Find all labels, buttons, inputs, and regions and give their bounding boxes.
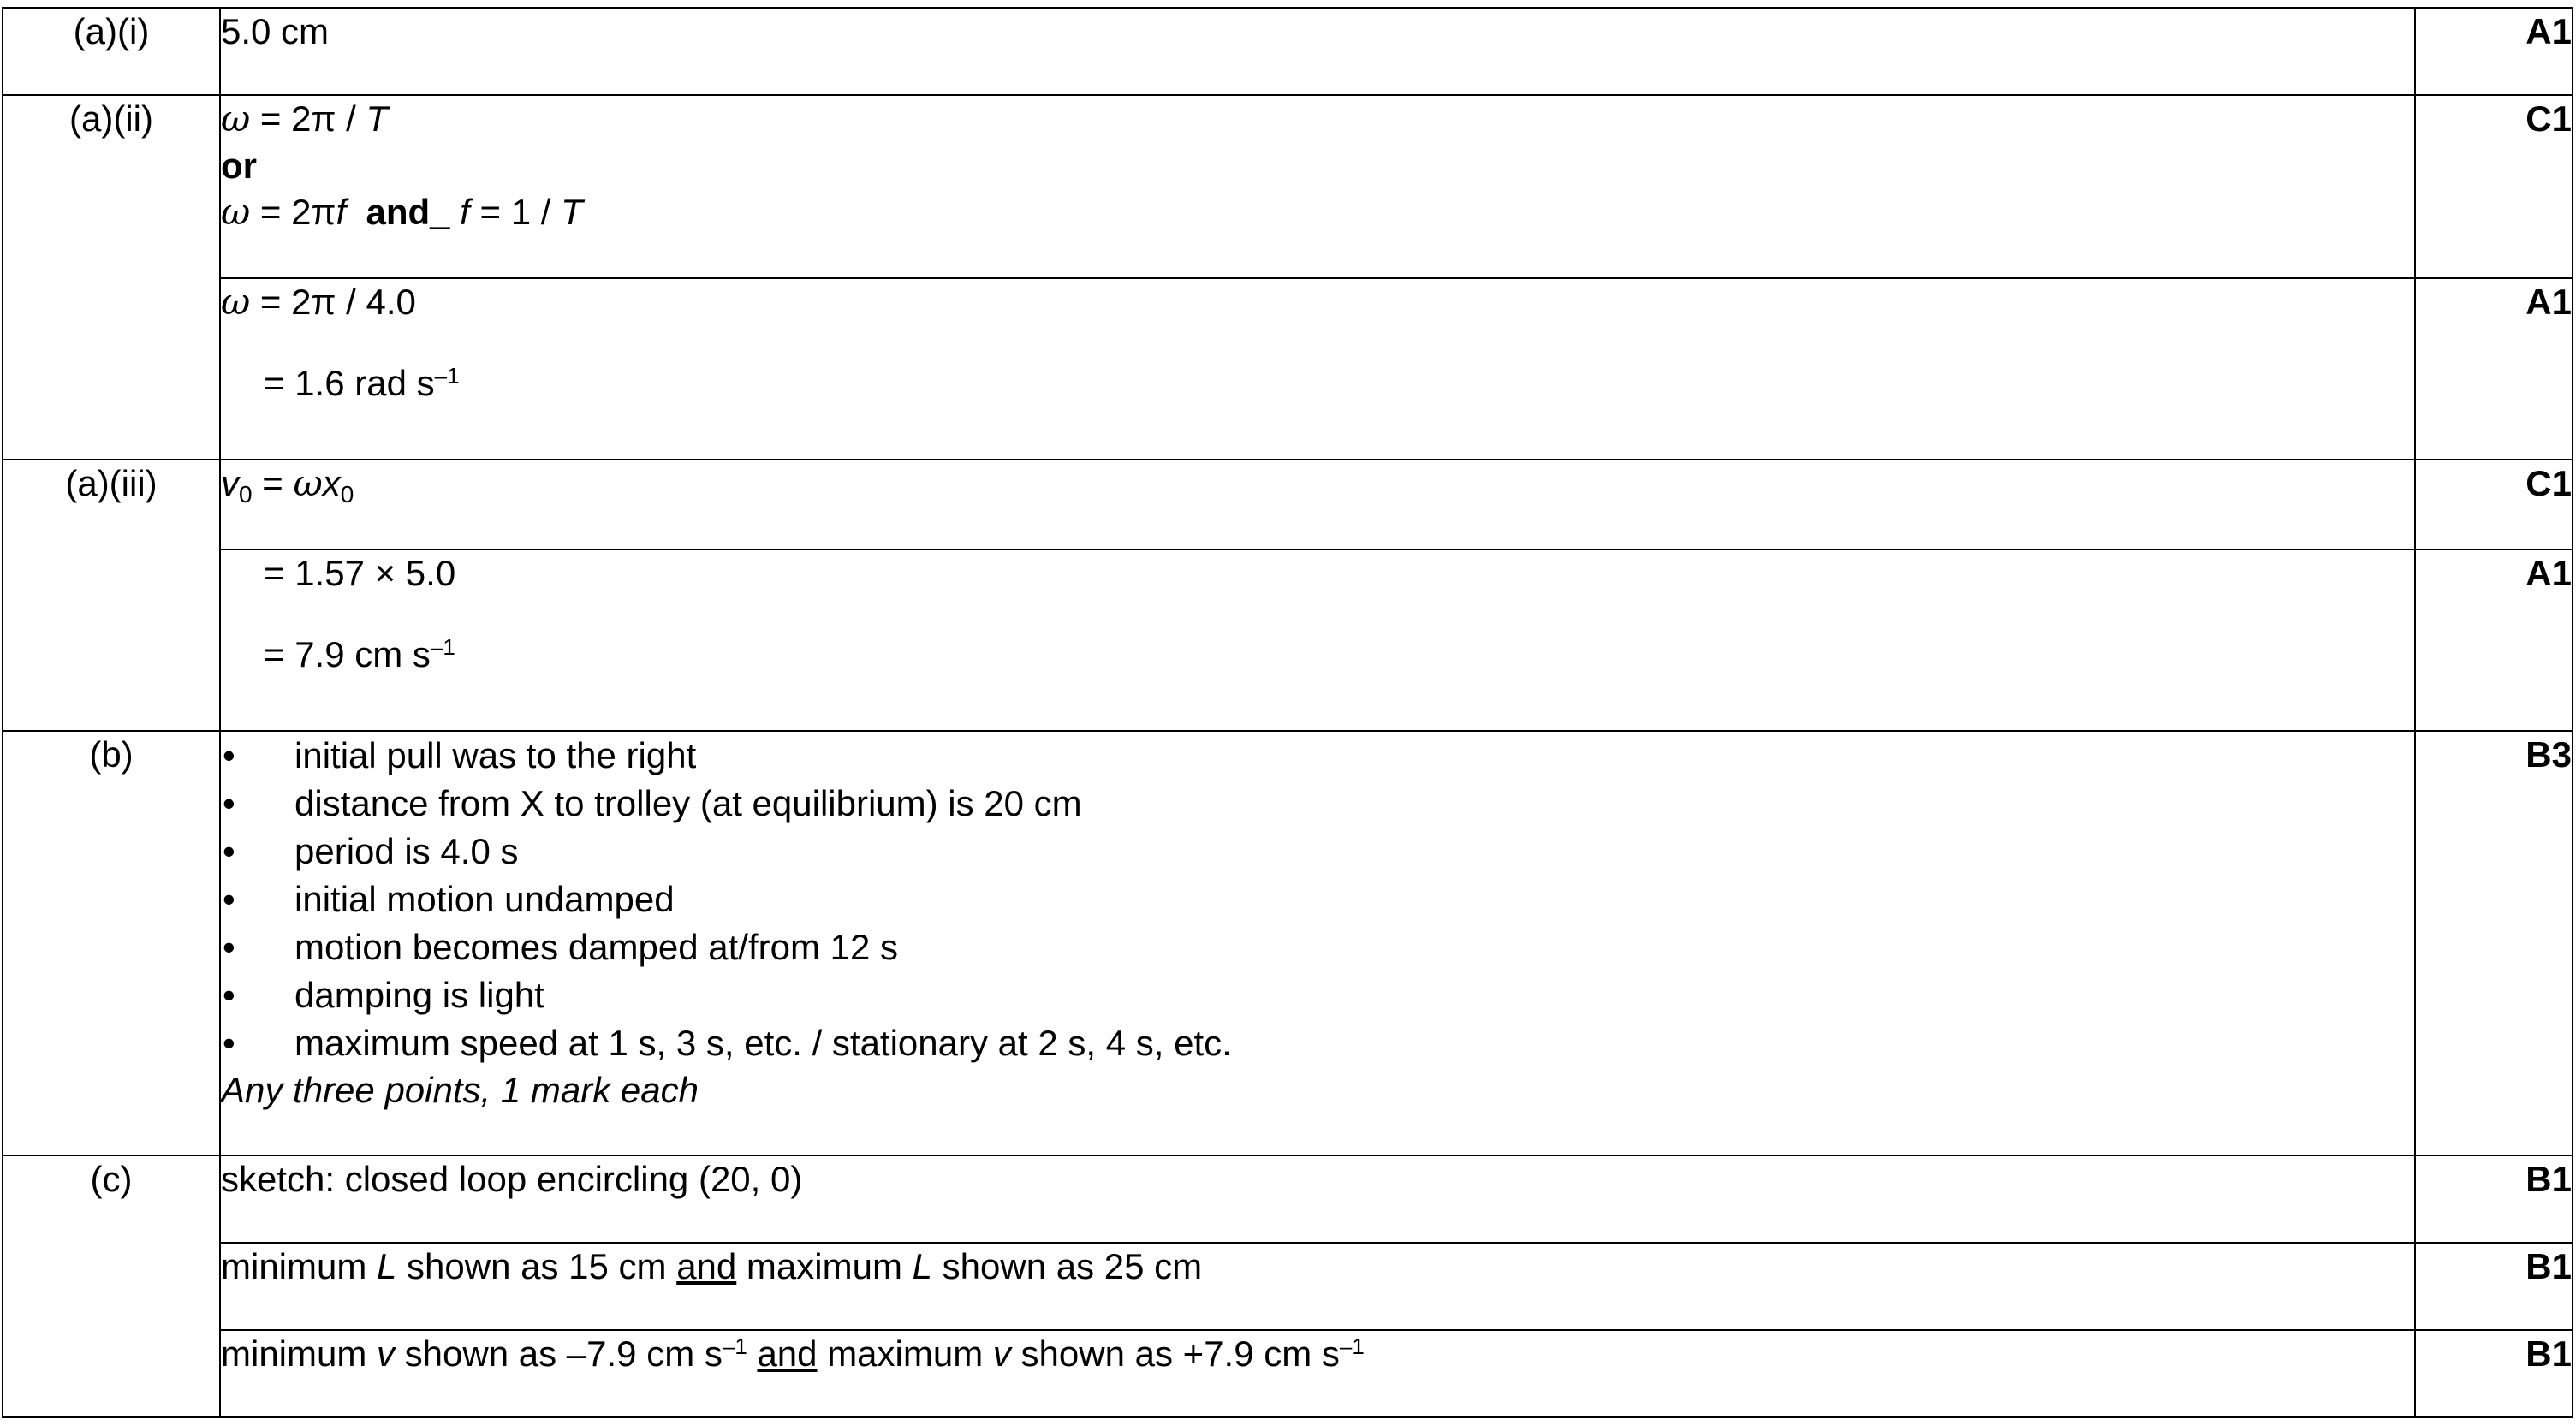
mark-cell: A1 (2415, 278, 2573, 460)
omega-symbol: ω (293, 462, 323, 504)
row-c-3 (3, 1330, 2573, 1417)
question-number: (b) (3, 731, 220, 1155)
variable-f: f (460, 192, 470, 233)
answer-text: maximum (736, 1246, 913, 1286)
answer-text: shown as 25 cm (931, 1246, 1203, 1286)
row-c-1 (3, 1155, 2573, 1243)
marking-note: Any three points, 1 mark each (221, 1070, 699, 1110)
variable-T: T (366, 98, 389, 139)
row-a-i (3, 8, 2573, 95)
superscript: –1 (1339, 1333, 1365, 1359)
question-number: (c) (3, 1155, 220, 1417)
omega-symbol: ω (221, 191, 251, 234)
and-underlined: and (757, 1333, 818, 1374)
answer-cell (220, 1243, 2415, 1330)
answer-text: = 2π (250, 192, 336, 233)
superscript: –1 (722, 1333, 747, 1359)
answer-text: shown as 15 cm (396, 1246, 677, 1286)
and-underlined: and (676, 1246, 737, 1286)
mark-cell: C1 (2415, 95, 2573, 278)
answer-text: = 2π / 4.0 (250, 282, 416, 322)
answer-text: shown as +7.9 cm s (1010, 1333, 1340, 1374)
mark-cell: A1 (2415, 8, 2573, 95)
omega-symbol: ω (221, 98, 251, 140)
answer-cell (220, 278, 2415, 460)
answer-text: = 1 / (469, 192, 562, 233)
row-a-iii-2 (3, 549, 2573, 731)
list-item: • distance from X to trolley (at equilibrium) is 20 cm (221, 780, 2414, 828)
row-a-iii-1 (3, 460, 2573, 549)
bullet-list (221, 732, 2414, 1067)
list-item: • initial pull was to the right (221, 732, 2414, 780)
answer-line (221, 189, 2414, 236)
answer-cell (220, 8, 2415, 95)
question-number: (a)(i) (3, 8, 220, 95)
mark-cell: B1 (2415, 1330, 2573, 1417)
answer-text: minimum (221, 1246, 378, 1286)
question-number: (a)(iii) (3, 460, 220, 731)
answer-text: = 1.6 rad s (264, 362, 435, 403)
mark-cell: B3 (2415, 731, 2573, 1155)
answer-cell (220, 1155, 2415, 1243)
answer-text: = 7.9 cm s (264, 633, 431, 674)
subscript: 0 (340, 481, 354, 508)
list-item: • motion becomes damped at/from 12 s (221, 923, 2414, 971)
variable-v: v (377, 1333, 396, 1374)
answer-line (221, 460, 2414, 508)
answer-cell (220, 1330, 2415, 1417)
answer-line (221, 360, 2414, 407)
answer-text: 5.0 cm (221, 11, 330, 51)
answer-text: = 2π / (250, 98, 366, 139)
variable-x: x (322, 463, 341, 503)
answer-cell (220, 731, 2415, 1155)
mark-cell: B1 (2415, 1243, 2573, 1330)
answer-line (221, 632, 2414, 679)
variable-v: v (992, 1333, 1011, 1374)
or-label: or (221, 145, 257, 186)
list-item: • period is 4.0 s (221, 828, 2414, 876)
variable-L: L (377, 1246, 397, 1286)
variable-L: L (912, 1246, 932, 1286)
mark-cell: B1 (2415, 1155, 2573, 1243)
mark-cell: C1 (2415, 460, 2573, 549)
and-label: and_ (366, 192, 450, 233)
row-b (3, 731, 2573, 1155)
answer-cell (220, 95, 2415, 278)
answer-text: maximum (817, 1333, 993, 1374)
variable-T: T (561, 192, 583, 233)
row-a-ii-1 (3, 95, 2573, 278)
question-number: (a)(ii) (3, 95, 220, 460)
answer-text: sketch: closed loop encircling (20, 0) (221, 1159, 803, 1199)
subscript: 0 (239, 481, 253, 508)
answer-line (221, 96, 2414, 143)
answer-line: = 1.57 × 5.0 (264, 553, 456, 593)
omega-symbol: ω (221, 281, 251, 323)
row-a-ii-2 (3, 278, 2573, 460)
variable-f: f (336, 192, 347, 233)
mark-cell: A1 (2415, 549, 2573, 731)
superscript: –1 (430, 633, 455, 660)
answer-cell (220, 460, 2415, 549)
list-item: • maximum speed at 1 s, 3 s, etc. / stationary at 2 s, 4 s, etc. (221, 1019, 2414, 1067)
list-item: • damping is light (221, 971, 2414, 1019)
answer-cell (220, 549, 2415, 731)
answer-text: shown as –7.9 cm s (395, 1333, 723, 1374)
mark-scheme-table (2, 7, 2573, 1418)
answer-text: = (252, 463, 294, 503)
answer-line (221, 279, 2414, 326)
variable-v: v (221, 463, 239, 503)
list-item: • initial motion undamped (221, 876, 2414, 923)
row-c-2 (3, 1243, 2573, 1330)
superscript: –1 (434, 362, 460, 389)
answer-text: minimum (221, 1333, 378, 1374)
